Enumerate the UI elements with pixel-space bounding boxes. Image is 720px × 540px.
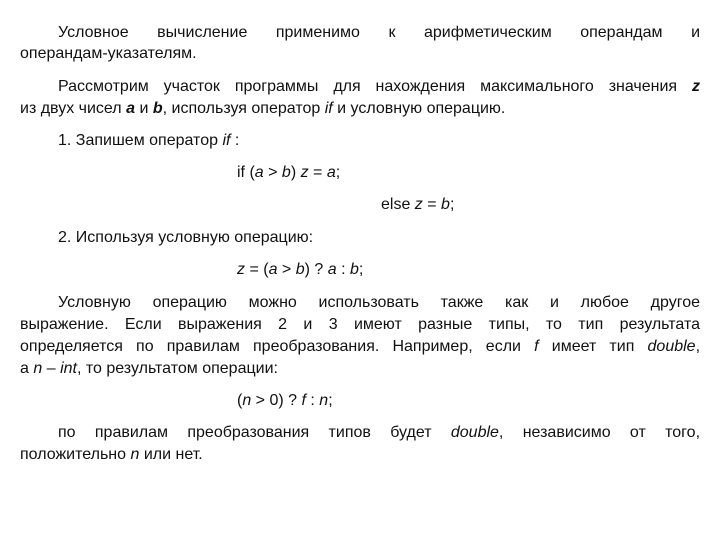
paragraph-4-line-2 xyxy=(20,444,203,466)
paragraph-3-line-1-text: Условную операцию можно использовать также как и любое другое xyxy=(58,294,700,311)
step-1-keyword: if xyxy=(222,132,231,149)
paragraph-2-line-2 xyxy=(20,98,505,120)
code-if-statement xyxy=(237,162,340,184)
code-ternary xyxy=(237,259,363,281)
type-double-2: double xyxy=(450,424,499,441)
code-if-z: z xyxy=(300,164,309,181)
paragraph-2-line-1 xyxy=(20,76,700,98)
paragraph-2-line-1-text: Рассмотрим участок программы для нахождения максимального значения xyxy=(58,78,678,95)
code-ternary-eq: = ( xyxy=(245,261,269,278)
paragraph-3-line-4-post: , то результатом операции: xyxy=(76,360,278,377)
code-n-f: f xyxy=(301,392,306,409)
step-1-label: 1. Запишем оператор xyxy=(58,132,218,149)
code-if-semi: ; xyxy=(335,164,341,181)
paragraph-3-comma: , xyxy=(695,338,701,355)
type-int: int xyxy=(60,360,77,377)
code-ternary-semi: ; xyxy=(358,261,364,278)
paragraph-3-line-4 xyxy=(20,358,278,380)
code-ternary-b2: b xyxy=(349,261,359,278)
paragraph-2-line-2-mid: , используя оператор xyxy=(162,100,321,117)
variable-a: a xyxy=(126,100,135,117)
code-n-n2: n xyxy=(319,392,329,409)
paragraph-1-line-2: операндам-указателям. xyxy=(20,45,197,62)
keyword-if: if xyxy=(324,100,333,117)
code-n-expression xyxy=(237,390,333,412)
step-1-colon: : xyxy=(234,132,240,149)
paragraph-3-line-3-pre: определяется по правилам преобразования. Например, если xyxy=(20,338,521,355)
paragraph-4-line-2-pre: положительно xyxy=(20,446,127,463)
code-else-b: b xyxy=(441,196,450,213)
code-ternary-q: ) ? xyxy=(304,261,328,278)
code-if-op: > xyxy=(263,164,282,181)
code-else-semi: ; xyxy=(449,196,455,213)
code-ternary-a: a xyxy=(268,261,278,278)
code-if-a2: a xyxy=(326,164,336,181)
code-ternary-op: > xyxy=(277,261,296,278)
paragraph-1-line-1 xyxy=(20,22,700,44)
variable-b: b xyxy=(152,100,163,117)
paragraph-3-line-3 xyxy=(20,336,700,358)
code-n-open: ( xyxy=(237,392,243,409)
paragraph-4-line-1-pre: по правилам преобразования типов будет xyxy=(58,424,432,441)
code-else-prefix: else xyxy=(381,196,415,213)
code-else-statement xyxy=(381,194,454,216)
step-2-label: 2. Используя условную операцию: xyxy=(58,229,314,246)
code-if-b: b xyxy=(281,164,291,181)
conjunction-and: и xyxy=(139,100,149,117)
paragraph-4-line-1 xyxy=(20,422,700,444)
paragraph-3-line-3-mid: имеет тип xyxy=(551,338,635,355)
code-n-colon: : xyxy=(305,392,320,409)
type-double: double xyxy=(647,338,696,355)
step-1 xyxy=(58,130,239,152)
code-if-a: a xyxy=(254,164,264,181)
paragraph-3-line-4-pre: а xyxy=(20,360,29,377)
code-if-mid: ) xyxy=(290,164,301,181)
variable-n-2: n xyxy=(130,446,140,463)
code-n-mid: > 0) ? xyxy=(251,392,302,409)
variable-f: f xyxy=(534,338,539,355)
paragraph-1-line-1-text: Условное вычисление применимо к арифметическим операндам и xyxy=(58,24,700,41)
code-if-eq: = xyxy=(308,164,327,181)
code-else-z: z xyxy=(414,196,423,213)
paragraph-2-line-2-post: и условную операцию. xyxy=(337,100,506,117)
code-ternary-a2: a xyxy=(327,261,337,278)
variable-n: n xyxy=(33,360,43,377)
code-n-semi: ; xyxy=(328,392,333,409)
code-ternary-b: b xyxy=(295,261,305,278)
paragraph-4-line-1-post: , независимо от того, xyxy=(498,424,701,441)
paragraph-4-line-2-post: или нет. xyxy=(143,446,203,463)
code-if-prefix: if ( xyxy=(237,164,255,181)
code-ternary-z: z xyxy=(237,261,245,278)
variable-z: z xyxy=(692,78,700,95)
paragraph-3-dash: – xyxy=(42,360,61,377)
paragraph-2-line-2-pre: из двух чисел xyxy=(20,100,122,117)
code-n-n: n xyxy=(242,392,252,409)
code-else-eq: = xyxy=(422,196,442,213)
paragraph-3-line-2: выражение. Если выражения 2 и 3 имеют разные типы, то тип результата xyxy=(20,316,700,333)
paragraph-3-line-1 xyxy=(20,292,700,314)
code-ternary-colon: : xyxy=(336,261,350,278)
